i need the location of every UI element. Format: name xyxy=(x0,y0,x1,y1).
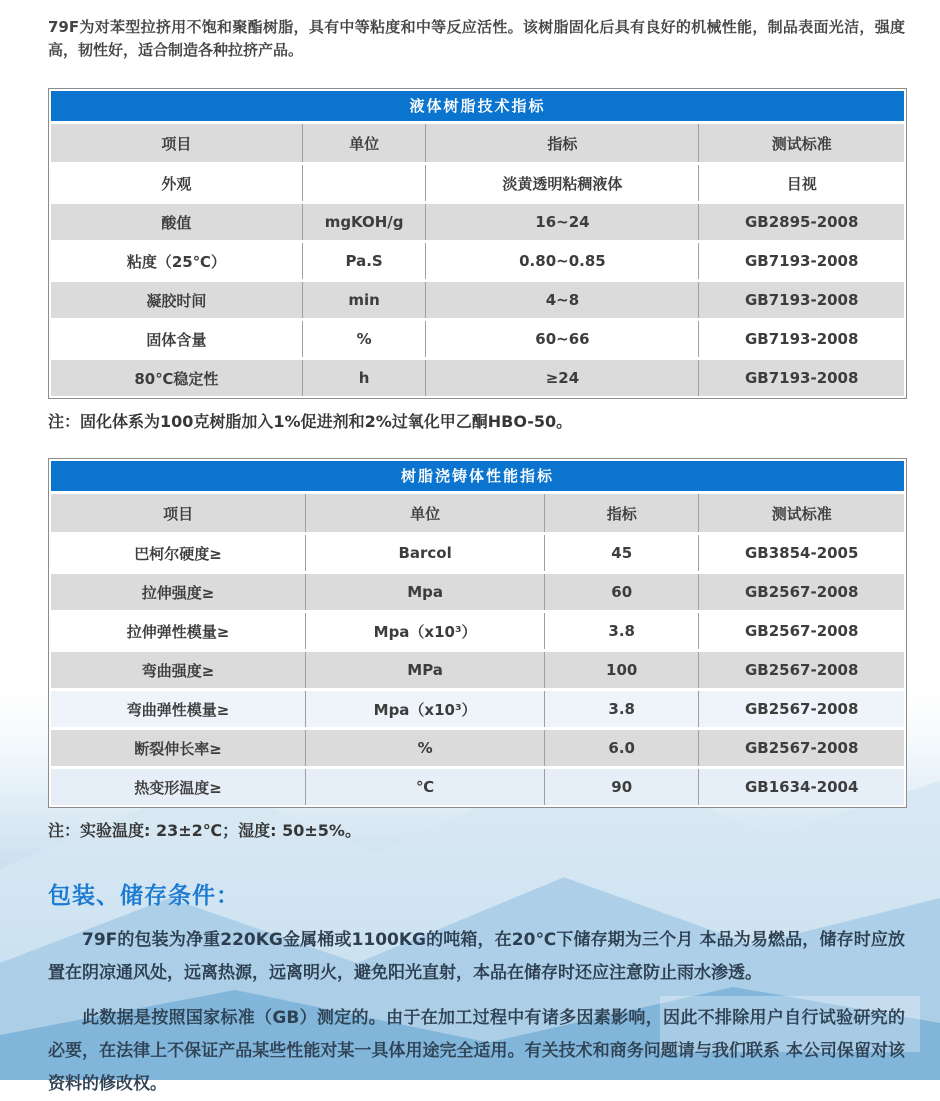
storage-section-heading: 包装、储存条件： xyxy=(48,883,240,909)
table-cell: GB7193-2008 xyxy=(698,360,904,396)
table-cell: GB7193-2008 xyxy=(698,243,904,279)
table-cell: 100 xyxy=(544,652,698,688)
table-cell: GB2567-2008 xyxy=(698,652,904,688)
table-header-cell: 单位 xyxy=(302,124,426,162)
table-cell: GB7193-2008 xyxy=(698,321,904,357)
table-header-cell: 测试标准 xyxy=(698,494,904,532)
intro-paragraph: 79F为对苯型拉挤用不饱和聚酯树脂，具有中等粘度和中等反应活性。该树脂固化后具有良好的机械性能，制品表面光洁，强度高，韧性好，适合制造各种拉挤产品。 xyxy=(48,18,905,59)
table-cell: 拉伸强度≥ xyxy=(51,574,305,610)
table-row xyxy=(51,535,904,571)
table-row xyxy=(51,652,904,688)
table-row xyxy=(51,204,904,240)
table-row xyxy=(51,769,904,805)
table-row xyxy=(51,574,904,610)
table-cell: 80℃稳定性 xyxy=(51,360,302,396)
table-cell: % xyxy=(302,321,426,357)
table-header-cell: 测试标准 xyxy=(698,124,904,162)
table-cell: MPa xyxy=(305,652,544,688)
table-cell: mgKOH/g xyxy=(302,204,426,240)
table-cell: 目视 xyxy=(698,165,904,201)
table-header-cell: 单位 xyxy=(305,494,544,532)
table-header-row xyxy=(51,494,904,532)
table-row xyxy=(51,360,904,396)
table-row xyxy=(51,691,904,727)
table-cell xyxy=(302,165,426,201)
table-cell: 6.0 xyxy=(544,730,698,766)
table-row xyxy=(51,321,904,357)
table-header-cell: 项目 xyxy=(51,494,305,532)
liquid-resin-spec-table xyxy=(48,88,907,399)
table-cell: GB2567-2008 xyxy=(698,730,904,766)
table-cell: 巴柯尔硬度≥ xyxy=(51,535,305,571)
table-cell: 弯曲强度≥ xyxy=(51,652,305,688)
table-cell: 60~66 xyxy=(425,321,698,357)
table-cell: 3.8 xyxy=(544,613,698,649)
table-cell: GB1634-2004 xyxy=(698,769,904,805)
table-cell: Pa.S xyxy=(302,243,426,279)
table-cell: 断裂伸长率≥ xyxy=(51,730,305,766)
storage-paragraph-1: 79F的包装为净重220KG金属桶或1100KG的吨箱，在20℃下储存期为三个月 本品为易燃品，储存时应放置在阴凉通风处，远离热源，远离明火，避免阳光直射，本品在储存时还应注意防止雨水渗透。 xyxy=(48,930,905,983)
table-cell: GB2567-2008 xyxy=(698,613,904,649)
table-row xyxy=(51,243,904,279)
table-cell: 外观 xyxy=(51,165,302,201)
table-header-row xyxy=(51,124,904,162)
table-header-cell: 项目 xyxy=(51,124,302,162)
table-cell: 3.8 xyxy=(544,691,698,727)
table-cell: GB3854-2005 xyxy=(698,535,904,571)
table-cell: 拉伸弹性模量≥ xyxy=(51,613,305,649)
table-row xyxy=(51,730,904,766)
table-cell: 4~8 xyxy=(425,282,698,318)
table-cell: 0.80~0.85 xyxy=(425,243,698,279)
table-row xyxy=(51,282,904,318)
table-cell: 热变形温度≥ xyxy=(51,769,305,805)
table-cell: 淡黄透明粘稠液体 xyxy=(425,165,698,201)
table-header-cell: 指标 xyxy=(544,494,698,532)
table-header-cell: 指标 xyxy=(425,124,698,162)
casting-body-table-grid xyxy=(51,494,904,805)
table-cell: 45 xyxy=(544,535,698,571)
table-cell: GB2567-2008 xyxy=(698,574,904,610)
table-title-liquid-resin: 液体树脂技术指标 xyxy=(51,91,904,121)
table-row xyxy=(51,165,904,201)
table-cell: % xyxy=(305,730,544,766)
table-cell: 酸值 xyxy=(51,204,302,240)
table-cell: min xyxy=(302,282,426,318)
liquid-resin-table-grid xyxy=(51,124,904,396)
table-cell: 粘度（25℃） xyxy=(51,243,302,279)
table-cell: Barcol xyxy=(305,535,544,571)
table-cell: 凝胶时间 xyxy=(51,282,302,318)
liquid-resin-table-note: 注：固化体系为100克树脂加入1%促进剂和2%过氧化甲乙酮HBO-50。 xyxy=(48,412,573,431)
table-cell: 16~24 xyxy=(425,204,698,240)
storage-paragraph-2: 此数据是按照国家标准（GB）测定的。由于在加工过程中有诸多因素影响，因此不排除用户自行试验研究的必要，在法律上不保证产品某些性能对某一具体用途完全适用。有关技术和商务问题请与我们联系 本公司保留对该资料的修改权。 xyxy=(48,1008,905,1094)
table-cell: h xyxy=(302,360,426,396)
table-cell: Mpa（x10³） xyxy=(305,691,544,727)
table-cell: ℃ xyxy=(305,769,544,805)
table-cell: 90 xyxy=(544,769,698,805)
table-cell: 60 xyxy=(544,574,698,610)
table-cell: GB2567-2008 xyxy=(698,691,904,727)
table-cell: 弯曲弹性模量≥ xyxy=(51,691,305,727)
table-cell: Mpa xyxy=(305,574,544,610)
table-cell: Mpa（x10³） xyxy=(305,613,544,649)
table-cell: 固体含量 xyxy=(51,321,302,357)
table-title-casting-body: 树脂浇铸体性能指标 xyxy=(51,461,904,491)
table-cell: GB2895-2008 xyxy=(698,204,904,240)
casting-body-spec-table xyxy=(48,458,907,808)
casting-body-table-note: 注：实验温度: 23±2℃；湿度: 50±5%。 xyxy=(48,821,361,840)
table-cell: ≥24 xyxy=(425,360,698,396)
table-cell: GB7193-2008 xyxy=(698,282,904,318)
table-row xyxy=(51,613,904,649)
